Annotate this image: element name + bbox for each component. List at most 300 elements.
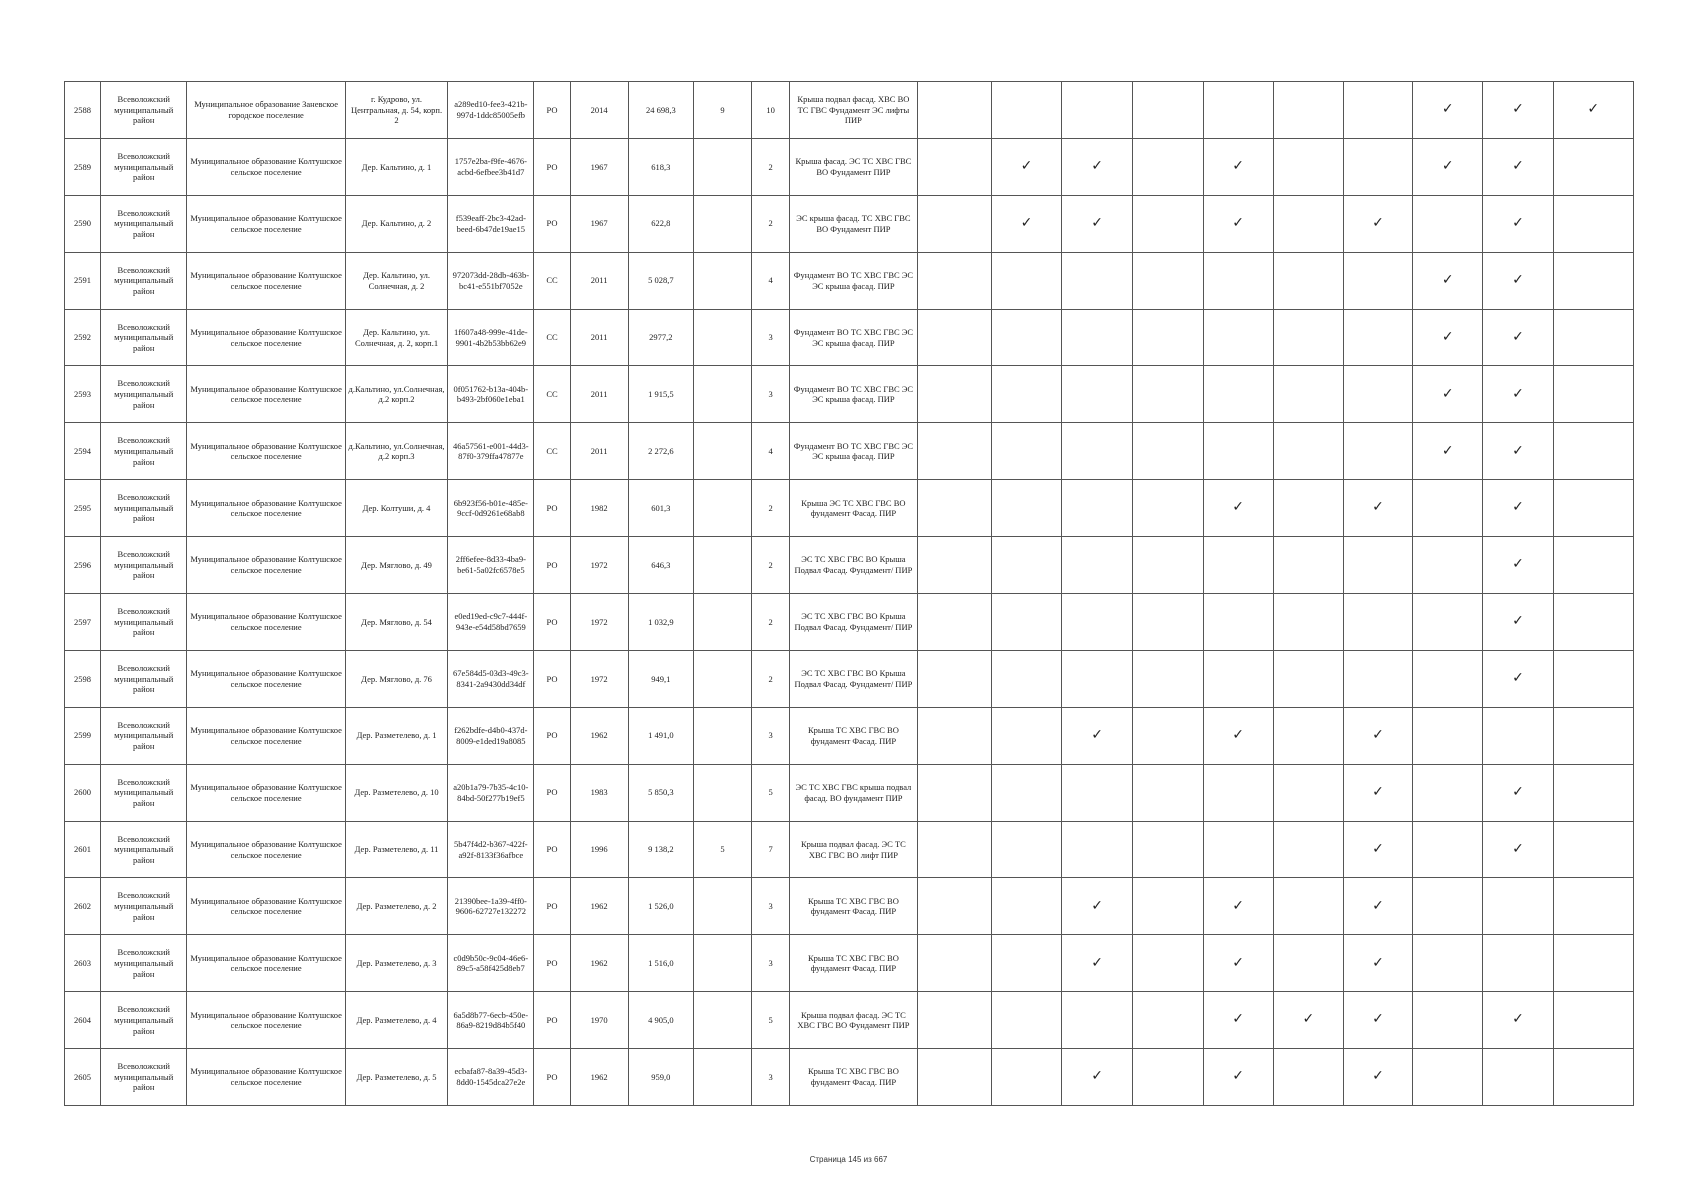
work-check-cell-7 xyxy=(1343,1049,1412,1106)
table-row xyxy=(65,878,1634,935)
guid-cell: 5b47f4d2-b367-422f-a92f-8133f36afbce xyxy=(448,821,534,878)
works-cell: Крыша ЭС ТС ХВС ГВС ВО фундамент Фасад. ПИР xyxy=(790,480,917,537)
works-cell: Крыша фасад. ЭС ТС ХВС ГВС ВО Фундамент ПИР xyxy=(790,138,917,195)
work-check-cell-6 xyxy=(1273,138,1343,195)
works-cell: ЭС ТС ХВС ГВС крыша подвал фасад. ВО фундамент ПИР xyxy=(790,764,917,821)
district-cell: Всеволожский муниципальный район xyxy=(101,821,187,878)
work-check-cell-3 xyxy=(1062,935,1133,992)
row-number: 2599 xyxy=(65,707,101,764)
row-number: 2605 xyxy=(65,1049,101,1106)
district-cell: Всеволожский муниципальный район xyxy=(101,992,187,1049)
work-check-cell-10 xyxy=(1553,992,1633,1049)
district-cell: Всеволожский муниципальный район xyxy=(101,366,187,423)
work-check-cell-2 xyxy=(991,821,1061,878)
col10-cell: 7 xyxy=(752,821,790,878)
fund-form-cell: РО xyxy=(534,935,570,992)
works-cell: ЭС ТС ХВС ГВС ВО Крыша Подвал Фасад. Фундамент/ ПИР xyxy=(790,594,917,651)
work-check-cell-2 xyxy=(991,878,1061,935)
area-cell: 24 698,3 xyxy=(628,82,693,139)
checkmark-icon: ✓ xyxy=(1441,385,1454,402)
work-check-cell-4 xyxy=(1133,821,1203,878)
work-check-cell-1 xyxy=(917,309,991,366)
works-cell: Фундамент ВО ТС ХВС ГВС ЭС ЭС крыша фасад. ПИР xyxy=(790,366,917,423)
guid-cell: 972073dd-28db-463b-bc41-e551bf7052e xyxy=(448,252,534,309)
work-check-cell-2 xyxy=(991,537,1061,594)
work-check-cell-6 xyxy=(1273,992,1343,1049)
work-check-cell-5 xyxy=(1203,992,1273,1049)
area-cell: 1 915,5 xyxy=(628,366,693,423)
col10-cell: 2 xyxy=(752,195,790,252)
row-number: 2597 xyxy=(65,594,101,651)
work-check-cell-2 xyxy=(991,1049,1061,1106)
work-check-cell-5 xyxy=(1203,366,1273,423)
fund-form-cell: СС xyxy=(534,366,570,423)
district-cell: Всеволожский муниципальный район xyxy=(101,935,187,992)
work-check-cell-6 xyxy=(1273,935,1343,992)
checkmark-icon: ✓ xyxy=(1512,214,1524,231)
work-check-cell-7 xyxy=(1343,195,1412,252)
col10-cell: 2 xyxy=(752,537,790,594)
works-cell: Крыша ТС ХВС ГВС ВО фундамент Фасад. ПИР xyxy=(790,1049,917,1106)
municipality-cell: Муниципальное образование Колтушское сельское поселение xyxy=(187,878,346,935)
checkmark-icon: ✓ xyxy=(1512,499,1524,516)
work-check-cell-8 xyxy=(1413,423,1483,480)
checkmark-icon: ✓ xyxy=(1232,158,1244,175)
work-check-cell-5 xyxy=(1203,821,1273,878)
checkmark-icon: ✓ xyxy=(1372,783,1384,800)
district-cell: Всеволожский муниципальный район xyxy=(101,480,187,537)
address-cell: г. Кудрово, ул. Центральная, д. 54, корп. 2 xyxy=(345,82,447,139)
municipality-cell: Муниципальное образование Колтушское сельское поселение xyxy=(187,195,346,252)
work-check-cell-10 xyxy=(1553,309,1633,366)
work-check-cell-1 xyxy=(917,537,991,594)
work-check-cell-9 xyxy=(1483,423,1553,480)
work-check-cell-5 xyxy=(1203,480,1273,537)
work-check-cell-9 xyxy=(1483,138,1553,195)
table-row xyxy=(65,1049,1634,1106)
work-check-cell-10 xyxy=(1553,537,1633,594)
work-check-cell-7 xyxy=(1343,480,1412,537)
fund-form-cell: РО xyxy=(534,650,570,707)
work-check-cell-10 xyxy=(1553,82,1633,139)
col10-cell: 2 xyxy=(752,138,790,195)
area-cell: 1 526,0 xyxy=(628,878,693,935)
work-check-cell-5 xyxy=(1203,935,1273,992)
area-cell: 1 491,0 xyxy=(628,707,693,764)
address-cell: Дер. Разметелево, д. 4 xyxy=(345,992,447,1049)
col10-cell: 2 xyxy=(752,480,790,537)
guid-cell: f262bdfe-d4b0-437d-8009-e1ded19a8085 xyxy=(448,707,534,764)
work-check-cell-3 xyxy=(1062,423,1133,480)
year-cell: 1972 xyxy=(570,537,628,594)
work-check-cell-2 xyxy=(991,935,1061,992)
table-row xyxy=(65,252,1634,309)
guid-cell: 6b923f56-b01e-485e-9ccf-0d9261e68ab8 xyxy=(448,480,534,537)
year-cell: 1967 xyxy=(570,138,628,195)
municipality-cell: Муниципальное образование Колтушское сельское поселение xyxy=(187,821,346,878)
work-check-cell-3 xyxy=(1062,707,1133,764)
checkmark-icon: ✓ xyxy=(1232,499,1244,516)
work-check-cell-6 xyxy=(1273,366,1343,423)
area-cell: 2977,2 xyxy=(628,309,693,366)
housing-register-table xyxy=(64,81,1634,1106)
col9-cell xyxy=(693,309,751,366)
district-cell: Всеволожский муниципальный район xyxy=(101,195,187,252)
work-check-cell-8 xyxy=(1413,992,1483,1049)
work-check-cell-9 xyxy=(1483,650,1553,707)
address-cell: д.Кальтино, ул.Солнечная, д.2 корп.2 xyxy=(345,366,447,423)
work-check-cell-9 xyxy=(1483,309,1553,366)
year-cell: 2011 xyxy=(570,252,628,309)
work-check-cell-3 xyxy=(1062,1049,1133,1106)
area-cell: 1 516,0 xyxy=(628,935,693,992)
table-row xyxy=(65,309,1634,366)
col9-cell: 9 xyxy=(693,82,751,139)
checkmark-icon: ✓ xyxy=(1512,328,1524,345)
work-check-cell-2 xyxy=(991,707,1061,764)
guid-cell: 21390bee-1a39-4ff0-9606-62727e132272 xyxy=(448,878,534,935)
work-check-cell-9 xyxy=(1483,935,1553,992)
work-check-cell-2 xyxy=(991,195,1061,252)
work-check-cell-10 xyxy=(1553,935,1633,992)
work-check-cell-7 xyxy=(1343,707,1412,764)
work-check-cell-2 xyxy=(991,82,1061,139)
checkmark-icon: ✓ xyxy=(1232,214,1244,231)
work-check-cell-1 xyxy=(917,252,991,309)
work-check-cell-9 xyxy=(1483,1049,1553,1106)
work-check-cell-6 xyxy=(1273,650,1343,707)
year-cell: 1967 xyxy=(570,195,628,252)
table-row xyxy=(65,537,1634,594)
checkmark-icon: ✓ xyxy=(1441,271,1454,288)
work-check-cell-10 xyxy=(1553,252,1633,309)
checkmark-icon: ✓ xyxy=(1441,158,1454,175)
col10-cell: 4 xyxy=(752,252,790,309)
checkmark-icon: ✓ xyxy=(1091,726,1104,743)
work-check-cell-9 xyxy=(1483,594,1553,651)
guid-cell: a289ed10-fee3-421b-997d-1ddc85005efb xyxy=(448,82,534,139)
year-cell: 1982 xyxy=(570,480,628,537)
col9-cell xyxy=(693,878,751,935)
area-cell: 4 905,0 xyxy=(628,992,693,1049)
work-check-cell-5 xyxy=(1203,138,1273,195)
work-check-cell-4 xyxy=(1133,764,1203,821)
table-row xyxy=(65,764,1634,821)
year-cell: 1962 xyxy=(570,1049,628,1106)
district-cell: Всеволожский муниципальный район xyxy=(101,138,187,195)
area-cell: 9 138,2 xyxy=(628,821,693,878)
municipality-cell: Муниципальное образование Колтушское сельское поселение xyxy=(187,1049,346,1106)
col9-cell xyxy=(693,537,751,594)
address-cell: Дер. Колтуши, д. 4 xyxy=(345,480,447,537)
work-check-cell-4 xyxy=(1133,1049,1203,1106)
work-check-cell-4 xyxy=(1133,309,1203,366)
work-check-cell-9 xyxy=(1483,707,1553,764)
guid-cell: 67e584d5-03d3-49c3-8341-2a9430dd34df xyxy=(448,650,534,707)
district-cell: Всеволожский муниципальный район xyxy=(101,707,187,764)
checkmark-icon: ✓ xyxy=(1512,613,1524,630)
col9-cell: 5 xyxy=(693,821,751,878)
checkmark-icon: ✓ xyxy=(1372,214,1384,231)
col9-cell xyxy=(693,138,751,195)
work-check-cell-3 xyxy=(1062,821,1133,878)
checkmark-icon: ✓ xyxy=(1372,840,1384,857)
col9-cell xyxy=(693,650,751,707)
area-cell: 646,3 xyxy=(628,537,693,594)
work-check-cell-10 xyxy=(1553,707,1633,764)
year-cell: 1962 xyxy=(570,935,628,992)
work-check-cell-2 xyxy=(991,423,1061,480)
municipality-cell: Муниципальное образование Колтушское сельское поселение xyxy=(187,707,346,764)
work-check-cell-10 xyxy=(1553,650,1633,707)
works-cell: Фундамент ВО ТС ХВС ГВС ЭС ЭС крыша фасад. ПИР xyxy=(790,309,917,366)
work-check-cell-1 xyxy=(917,992,991,1049)
checkmark-icon: ✓ xyxy=(1091,214,1104,231)
work-check-cell-10 xyxy=(1553,138,1633,195)
year-cell: 1996 xyxy=(570,821,628,878)
district-cell: Всеволожский муниципальный район xyxy=(101,82,187,139)
area-cell: 959,0 xyxy=(628,1049,693,1106)
work-check-cell-7 xyxy=(1343,935,1412,992)
work-check-cell-5 xyxy=(1203,423,1273,480)
work-check-cell-8 xyxy=(1413,594,1483,651)
work-check-cell-6 xyxy=(1273,707,1343,764)
work-check-cell-8 xyxy=(1413,821,1483,878)
col10-cell: 3 xyxy=(752,1049,790,1106)
col10-cell: 3 xyxy=(752,935,790,992)
work-check-cell-1 xyxy=(917,1049,991,1106)
row-number: 2595 xyxy=(65,480,101,537)
col10-cell: 5 xyxy=(752,992,790,1049)
work-check-cell-5 xyxy=(1203,537,1273,594)
guid-cell: 1757e2ba-f9fe-4676-acbd-6efbee3b41d7 xyxy=(448,138,534,195)
work-check-cell-5 xyxy=(1203,707,1273,764)
checkmark-icon: ✓ xyxy=(1441,101,1454,118)
work-check-cell-3 xyxy=(1062,309,1133,366)
work-check-cell-3 xyxy=(1062,195,1133,252)
year-cell: 1970 xyxy=(570,992,628,1049)
work-check-cell-7 xyxy=(1343,537,1412,594)
table-row xyxy=(65,366,1634,423)
work-check-cell-5 xyxy=(1203,878,1273,935)
work-check-cell-5 xyxy=(1203,594,1273,651)
area-cell: 601,3 xyxy=(628,480,693,537)
table-row xyxy=(65,935,1634,992)
work-check-cell-10 xyxy=(1553,594,1633,651)
work-check-cell-1 xyxy=(917,594,991,651)
work-check-cell-4 xyxy=(1133,480,1203,537)
checkmark-icon: ✓ xyxy=(1512,385,1524,402)
address-cell: Дер. Мяглово, д. 54 xyxy=(345,594,447,651)
work-check-cell-3 xyxy=(1062,537,1133,594)
work-check-cell-6 xyxy=(1273,252,1343,309)
work-check-cell-4 xyxy=(1133,935,1203,992)
municipality-cell: Муниципальное образование Колтушское сельское поселение xyxy=(187,992,346,1049)
fund-form-cell: РО xyxy=(534,537,570,594)
work-check-cell-7 xyxy=(1343,594,1412,651)
work-check-cell-1 xyxy=(917,138,991,195)
work-check-cell-6 xyxy=(1273,764,1343,821)
checkmark-icon: ✓ xyxy=(1372,726,1384,743)
work-check-cell-8 xyxy=(1413,252,1483,309)
fund-form-cell: РО xyxy=(534,82,570,139)
table-row xyxy=(65,480,1634,537)
table-row xyxy=(65,650,1634,707)
fund-form-cell: РО xyxy=(534,195,570,252)
row-number: 2588 xyxy=(65,82,101,139)
work-check-cell-10 xyxy=(1553,764,1633,821)
guid-cell: 6a5d8b77-6ecb-450e-86a9-8219d84b5f40 xyxy=(448,992,534,1049)
municipality-cell: Муниципальное образование Колтушское сельское поселение xyxy=(187,309,346,366)
row-number: 2600 xyxy=(65,764,101,821)
work-check-cell-6 xyxy=(1273,82,1343,139)
guid-cell: 0f051762-b13a-404b-b493-2bf060e1eba1 xyxy=(448,366,534,423)
work-check-cell-3 xyxy=(1062,992,1133,1049)
fund-form-cell: СС xyxy=(534,423,570,480)
work-check-cell-7 xyxy=(1343,252,1412,309)
table-row xyxy=(65,992,1634,1049)
col10-cell: 2 xyxy=(752,594,790,651)
work-check-cell-1 xyxy=(917,423,991,480)
work-check-cell-7 xyxy=(1343,138,1412,195)
work-check-cell-1 xyxy=(917,707,991,764)
area-cell: 618,3 xyxy=(628,138,693,195)
work-check-cell-1 xyxy=(917,195,991,252)
col10-cell: 3 xyxy=(752,707,790,764)
work-check-cell-7 xyxy=(1343,366,1412,423)
col9-cell xyxy=(693,423,751,480)
fund-form-cell: СС xyxy=(534,252,570,309)
table-row xyxy=(65,82,1634,139)
checkmark-icon: ✓ xyxy=(1302,1011,1315,1028)
checkmark-icon: ✓ xyxy=(1372,1068,1384,1085)
area-cell: 1 032,9 xyxy=(628,594,693,651)
row-number: 2602 xyxy=(65,878,101,935)
municipality-cell: Муниципальное образование Колтушское сельское поселение xyxy=(187,935,346,992)
checkmark-icon: ✓ xyxy=(1091,897,1104,914)
work-check-cell-3 xyxy=(1062,480,1133,537)
checkmark-icon: ✓ xyxy=(1512,442,1524,459)
work-check-cell-4 xyxy=(1133,650,1203,707)
works-cell: Фундамент ВО ТС ХВС ГВС ЭС ЭС крыша фасад. ПИР xyxy=(790,252,917,309)
work-check-cell-3 xyxy=(1062,366,1133,423)
guid-cell: f539eaff-2bc3-42ad-beed-6b47de19ae15 xyxy=(448,195,534,252)
year-cell: 1962 xyxy=(570,878,628,935)
work-check-cell-10 xyxy=(1553,821,1633,878)
work-check-cell-4 xyxy=(1133,82,1203,139)
district-cell: Всеволожский муниципальный район xyxy=(101,594,187,651)
work-check-cell-5 xyxy=(1203,1049,1273,1106)
table-row xyxy=(65,423,1634,480)
work-check-cell-4 xyxy=(1133,594,1203,651)
col9-cell xyxy=(693,480,751,537)
work-check-cell-6 xyxy=(1273,1049,1343,1106)
work-check-cell-8 xyxy=(1413,1049,1483,1106)
work-check-cell-9 xyxy=(1483,366,1553,423)
checkmark-icon: ✓ xyxy=(1232,1011,1244,1028)
col9-cell xyxy=(693,992,751,1049)
work-check-cell-8 xyxy=(1413,650,1483,707)
works-cell: ЭС ТС ХВС ГВС ВО Крыша Подвал Фасад. Фундамент/ ПИР xyxy=(790,537,917,594)
checkmark-icon: ✓ xyxy=(1512,556,1524,573)
year-cell: 2011 xyxy=(570,309,628,366)
fund-form-cell: РО xyxy=(534,138,570,195)
district-cell: Всеволожский муниципальный район xyxy=(101,309,187,366)
checkmark-icon: ✓ xyxy=(1372,1011,1384,1028)
col10-cell: 3 xyxy=(752,878,790,935)
district-cell: Всеволожский муниципальный район xyxy=(101,764,187,821)
fund-form-cell: РО xyxy=(534,821,570,878)
fund-form-cell: РО xyxy=(534,480,570,537)
checkmark-icon: ✓ xyxy=(1512,1011,1524,1028)
address-cell: д.Кальтино, ул.Солнечная, д.2 корп.3 xyxy=(345,423,447,480)
municipality-cell: Муниципальное образование Колтушское сельское поселение xyxy=(187,252,346,309)
work-check-cell-2 xyxy=(991,309,1061,366)
work-check-cell-9 xyxy=(1483,821,1553,878)
col10-cell: 5 xyxy=(752,764,790,821)
area-cell: 5 850,3 xyxy=(628,764,693,821)
municipality-cell: Муниципальное образование Колтушское сельское поселение xyxy=(187,594,346,651)
checkmark-icon: ✓ xyxy=(1232,954,1244,971)
table-row xyxy=(65,594,1634,651)
col10-cell: 4 xyxy=(752,423,790,480)
work-check-cell-7 xyxy=(1343,423,1412,480)
work-check-cell-1 xyxy=(917,935,991,992)
checkmark-icon: ✓ xyxy=(1091,954,1104,971)
work-check-cell-8 xyxy=(1413,707,1483,764)
work-check-cell-7 xyxy=(1343,821,1412,878)
year-cell: 1962 xyxy=(570,707,628,764)
fund-form-cell: РО xyxy=(534,878,570,935)
fund-form-cell: РО xyxy=(534,594,570,651)
checkmark-icon: ✓ xyxy=(1512,158,1524,175)
row-number: 2596 xyxy=(65,537,101,594)
fund-form-cell: РО xyxy=(534,1049,570,1106)
work-check-cell-3 xyxy=(1062,878,1133,935)
work-check-cell-5 xyxy=(1203,195,1273,252)
work-check-cell-4 xyxy=(1133,537,1203,594)
work-check-cell-2 xyxy=(991,480,1061,537)
work-check-cell-3 xyxy=(1062,138,1133,195)
col9-cell xyxy=(693,707,751,764)
district-cell: Всеволожский муниципальный район xyxy=(101,537,187,594)
work-check-cell-2 xyxy=(991,252,1061,309)
table-row xyxy=(65,138,1634,195)
district-cell: Всеволожский муниципальный район xyxy=(101,650,187,707)
guid-cell: 1f607a48-999e-41de-9901-4b2b53bb62e9 xyxy=(448,309,534,366)
work-check-cell-1 xyxy=(917,82,991,139)
work-check-cell-9 xyxy=(1483,992,1553,1049)
checkmark-icon: ✓ xyxy=(1372,897,1384,914)
work-check-cell-6 xyxy=(1273,423,1343,480)
work-check-cell-5 xyxy=(1203,764,1273,821)
checkmark-icon: ✓ xyxy=(1441,328,1454,345)
col9-cell xyxy=(693,764,751,821)
work-check-cell-10 xyxy=(1553,423,1633,480)
work-check-cell-3 xyxy=(1062,252,1133,309)
work-check-cell-6 xyxy=(1273,480,1343,537)
work-check-cell-9 xyxy=(1483,764,1553,821)
work-check-cell-9 xyxy=(1483,82,1553,139)
checkmark-icon: ✓ xyxy=(1512,670,1524,687)
checkmark-icon: ✓ xyxy=(1587,101,1600,118)
municipality-cell: Муниципальное образование Заневское городское поселение xyxy=(187,82,346,139)
work-check-cell-8 xyxy=(1413,195,1483,252)
row-number: 2592 xyxy=(65,309,101,366)
work-check-cell-7 xyxy=(1343,992,1412,1049)
work-check-cell-1 xyxy=(917,764,991,821)
area-cell: 5 028,7 xyxy=(628,252,693,309)
